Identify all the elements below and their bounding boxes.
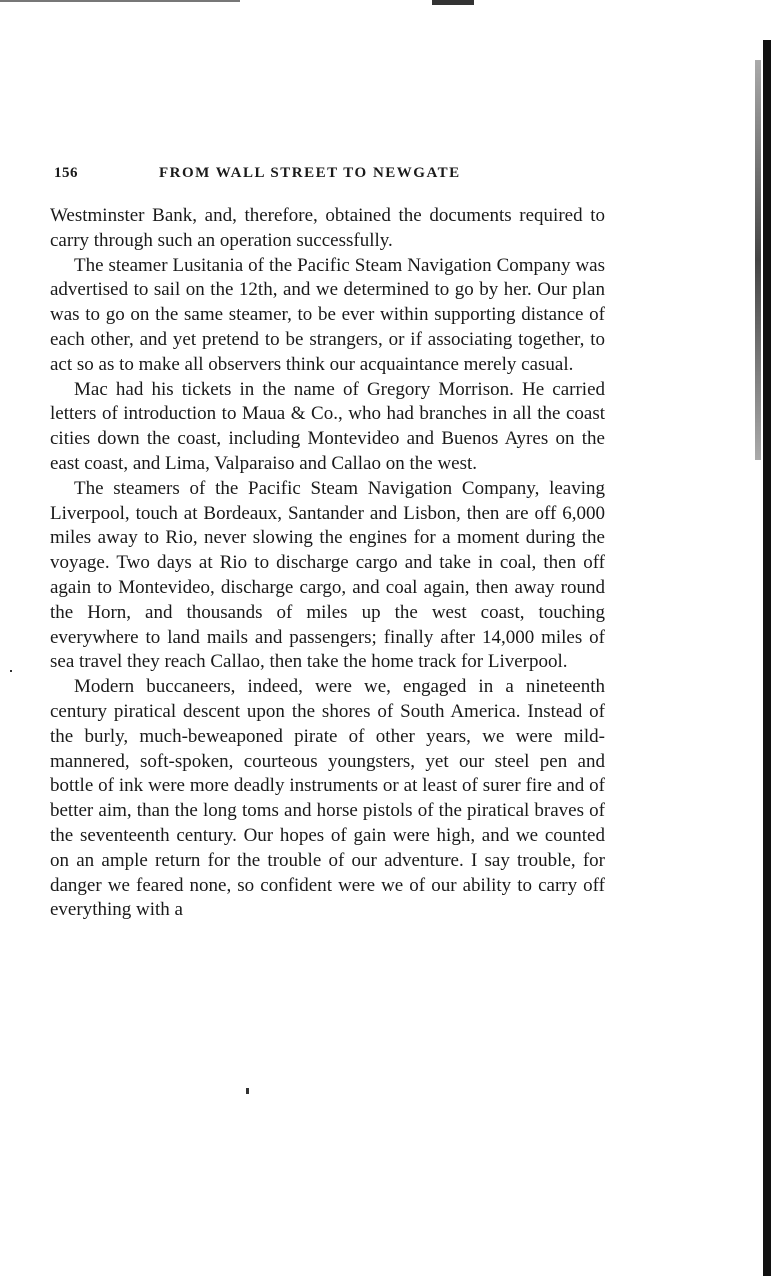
paragraph: Modern buccaneers, indeed, were we, engaged in a nineteenth century piratical descent upon the shores of South America. Instead of the burly, much-beweaponed pirate of other years, we were mild-mannered, soft-spoken, courteous youngsters, yet our steel pen and bottle of ink were more deadly instruments or at least of surer fire and of better aim, than the long toms and horse pistols of the piratical braves of the seventeenth century. Our hopes of gain were high, and we counted on an ample return for the trouble of our adventure. I say trouble, for danger we feared none, so confident were we of our ability to carry off everything with a xyxy=(50,676,605,921)
ink-speck xyxy=(246,1088,249,1094)
top-rule xyxy=(0,0,240,2)
ink-speck xyxy=(10,670,12,672)
page-binding-edge xyxy=(751,0,781,1276)
page-number: 156 xyxy=(54,165,78,181)
paragraph: The steamer Lusitania of the Pacific Steam Navigation Company was advertised to sail on the 12th, and we determined to go by her. Our plan was to go on the same steamer, to be ever within supporting distance of each other, and yet pretend to be strangers, or if associating together, to act so as to make all observers think our acquaintance merely casual. xyxy=(50,254,605,375)
paragraph-continued: Westminster Bank, and, therefore, obtained the documents required to carry through such an operation successfully. xyxy=(50,205,605,251)
paragraph: The steamers of the Pacific Steam Navigation Company, leaving Liverpool, touch at Bordeaux, Santander and Lisbon, then are off 6,000 miles away to Rio, never slowing the engines for a moment during the voyage. Two days at Rio to discharge cargo and take in coal, then off again to Montevideo, discharge cargo, and coal again, then away round the Horn, and thousands of miles up the west coast, touching everywhere to land mails and passengers; finally after 14,000 miles of sea travel they reach Callao, then take the home track for Liverpool. xyxy=(50,477,605,673)
top-scan-mark xyxy=(432,0,474,5)
body-text xyxy=(50,204,605,923)
running-title: FROM WALL STREET TO NEWGATE xyxy=(159,165,461,181)
paragraph: Mac had his tickets in the name of Gregory Morrison. He carried letters of introduction to Maua & Co., who had branches in all the coast cities down the coast, including Montevideo and Buenos Ayres on the east coast, and Lima, Valparaiso and Callao on the west. xyxy=(50,378,605,474)
